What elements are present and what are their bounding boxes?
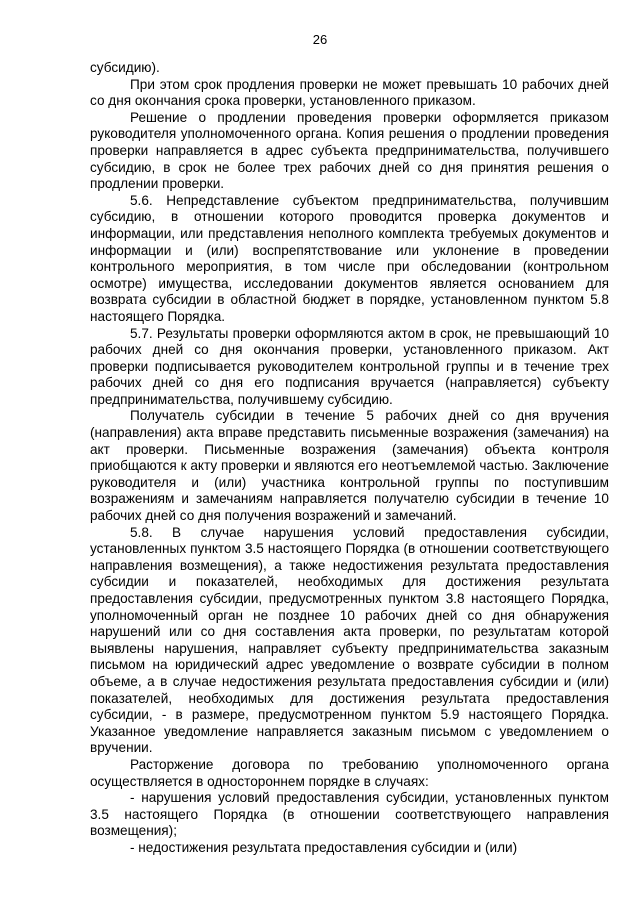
paragraph-termination: Расторжение договора по требованию уполномоченного органа осуществляется в одностороннем порядке в случаях: <box>90 756 609 789</box>
paragraph-extension-decision: Решение о продлении проведения проверки оформляется приказом руководителя уполномоченного органа. Копия решения о продлении проведения проверки направляется в адрес субъекта предпринимательства, получившего субсидию, в срок не более трех рабочих дней со дня принятия решения о продлении проверки. <box>90 109 609 192</box>
paragraph-5-6: 5.6. Непредставление субъектом предпринимательства, получившим субсидию, в отношении которого проводится проверка документов и информации, или представления неполного комплекта требуемых документов и информации и (или) воспрепятствование или уклонение в проведении контрольного мероприятия, в том числе при обследовании (контрольном осмотре) имущества, исследовании документов является основанием для возврата субсидии в областной бюджет в порядке, установленном пунктом 5.8 настоящего Порядка. <box>90 192 609 324</box>
list-item-non-achievement: - недостижения результата предоставления субсидии и (или) <box>130 839 518 855</box>
list-item-violation: - нарушения условий предоставления субсидии, установленных пунктом 3.5 настоящего Порядка (в отношении соответствующего направления возмещения); <box>90 790 609 839</box>
paragraph-continuation: субсидию). <box>90 60 160 75</box>
page-number: 26 <box>312 32 328 47</box>
paragraph-extension-limit: При этом срок продления проверки не может превышать 10 рабочих дней со дня окончания срока проверки, установленного приказом. <box>90 76 609 109</box>
paragraph-5-8: 5.8. В случае нарушения условий предоставления субсидии, установленных пунктом 3.5 настоящего Порядка (в отношении соответствующего направления возмещения), а также недостижения результата предоставления субсидии и показателей, необходимых для достижения результата предоставления субсидии, предусмотренных пунктом 3.8 настоящего Порядка, уполномоченный орган не позднее 10 рабочих дней со дня обнаружения нарушений или со дня составления акта проверки, по результатам которой выявлены нарушения, направляет субъекту предпринимательства заказным письмом на юридический адрес уведомление о возврате субсидии в полном объеме, а в случае недостижения результата предоставления субсидии и (или) показателей, необходимых для достижения результата предоставления субсидии, - в размере, предусмотренном пунктом 5.9 настоящего Порядка. Указанное уведомление направляется заказным письмом с уведомлением о вручении. <box>90 524 609 756</box>
paragraph-objections: Получатель субсидии в течение 5 рабочих дней со дня вручения (направления) акта вправе представить письменные возражения (замечания) на акт проверки. Письменные возражения (замечания) объекта контроля приобщаются к акту проверки и являются его неотъемлемой частью. Заключение руководителя и (или) участника контрольной группы по поступившим возражениям и замечаниям направляется получателю субсидии в течение 10 рабочих дней со дня получения возражений и замечаний. <box>90 408 609 524</box>
paragraph-5-7: 5.7. Результаты проверки оформляются актом в срок, не превышающий 10 рабочих дней со дня окончания проверки, установленного приказом. Акт проверки подписывается руководителем контрольной группы и в течение трех рабочих дней со дня его подписания вручается (направляется) субъекту предпринимательства, получившему субсидию. <box>90 325 609 407</box>
document-body <box>90 60 609 857</box>
